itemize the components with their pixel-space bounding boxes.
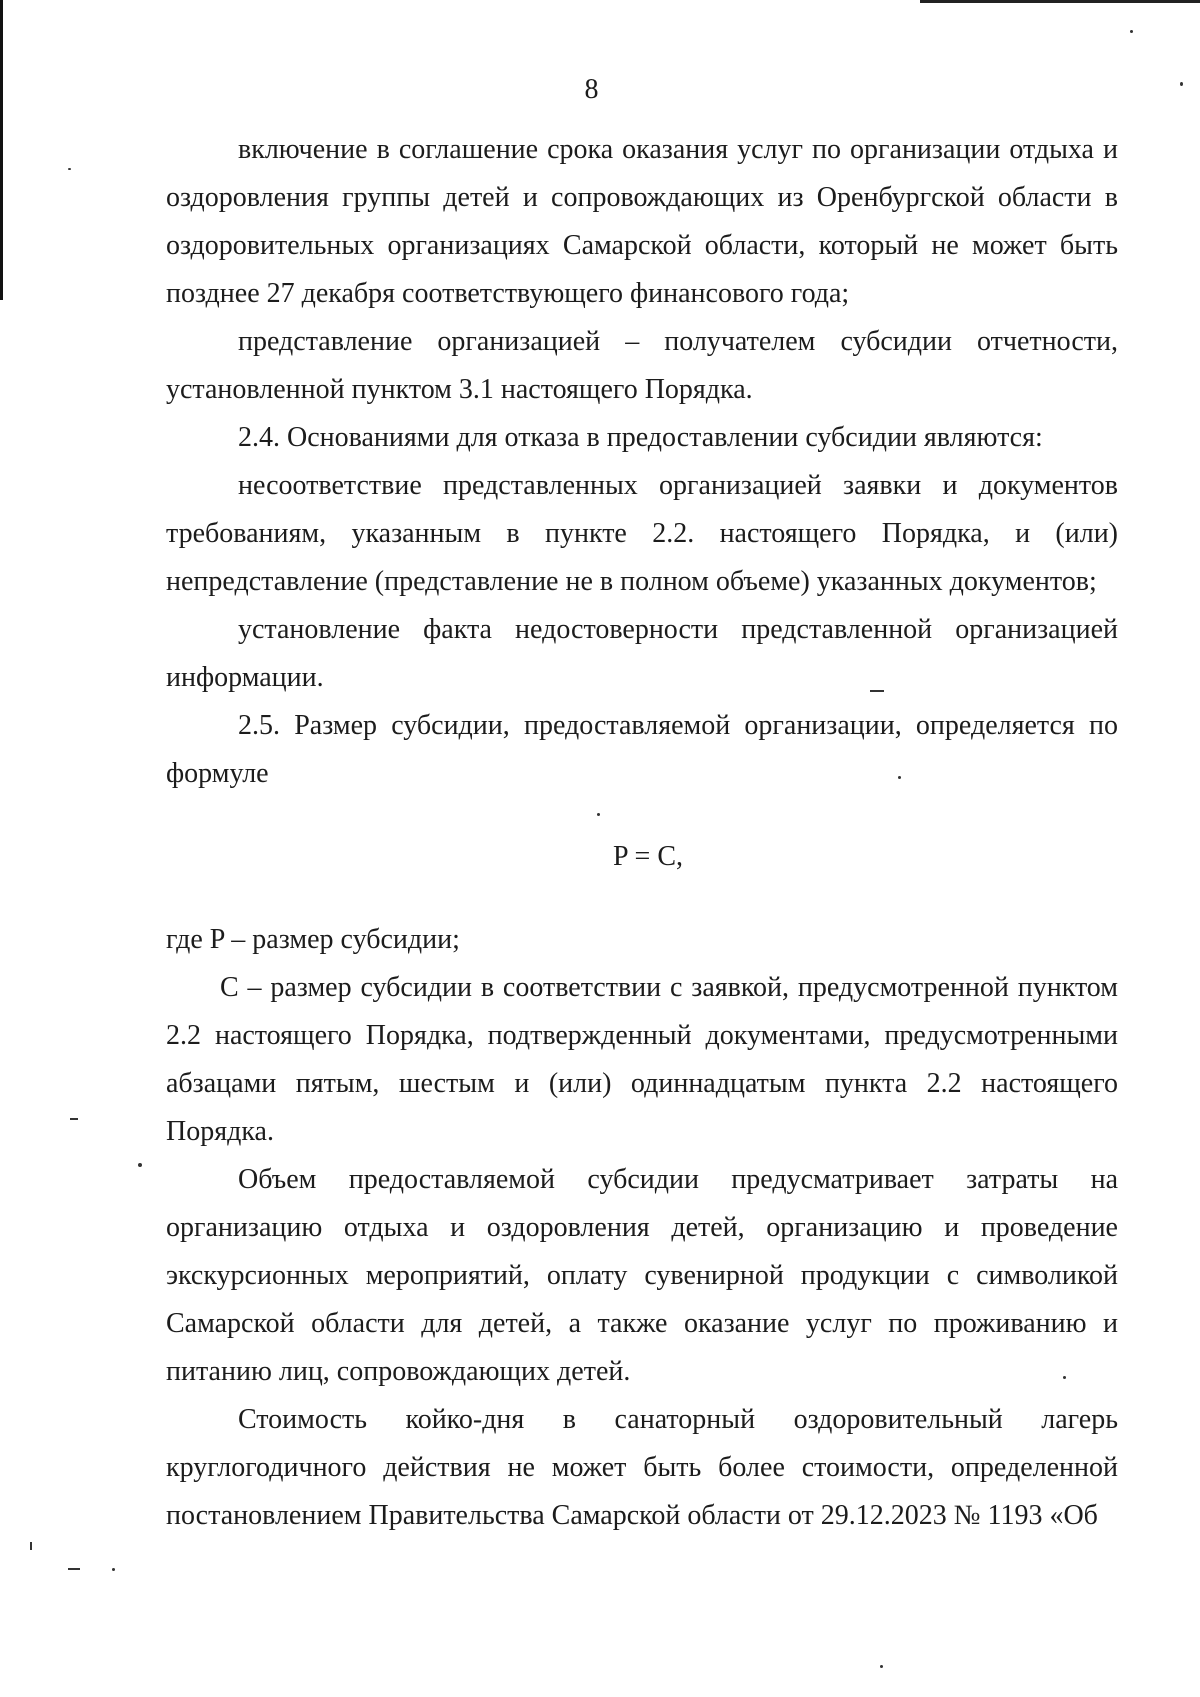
scan-speck [70,1118,78,1120]
formula: P = C, [613,841,683,872]
scan-speck [138,1163,142,1167]
scan-speck [30,1542,32,1550]
scan-speck [68,1568,80,1570]
page-number: 8 [584,74,599,105]
paragraph: Объем предоставляемой субсидии предусматривает затраты на организацию отдыха и оздоровления детей, организацию и проведение экскурсионных мероприятий, оплату сувенирной продукции с символикой Самарской области для детей, а также оказание услуг по проживанию и питанию лиц, сопровождающих детей. [166,1164,1118,1387]
paragraph: включение в соглашение срока оказания услуг по организации отдыха и оздоровления группы детей и сопровождающих из Оренбургской области в оздоровительных организациях Самарской области, который не может быть позднее 27 декабря соответствующего финансового года; [166,134,1118,309]
paragraph: 2.4. Основаниями для отказа в предоставлении субсидии являются: [238,422,1043,453]
scan-speck [68,168,71,170]
paragraph: Стоимость койко-дня в санаторный оздоровительный лагерь круглогодичного действия не может быть более стоимости, определенной постановлением Правительства Самарской области от 29.12.2023 № 1193 «Об [166,1404,1118,1531]
paragraph: 2.5. Размер субсидии, предоставляемой организации, определяется по формуле [166,710,1118,789]
scan-speck [880,1665,883,1668]
scan-edge-line [0,0,3,300]
scan-speck [1130,30,1133,33]
document-body [166,126,1118,1540]
paragraph: установление факта недостоверности представленной организацией информации. [166,614,1118,693]
formula-where-line: где P – размер субсидии; [166,924,460,955]
scan-top-rule [920,0,1200,3]
paragraph: несоответствие представленных организацией заявки и документов требованиям, указанным в пункте 2.2. настоящего Порядка, и (или) непредставление (представление не в полном объеме) указанных документов; [166,470,1118,597]
scan-speck [112,1568,115,1571]
paragraph: представление организацией – получателем субсидии отчетности, установленной пунктом 3.1 настоящего Порядка. [166,326,1118,405]
formula-where-line: C – размер субсидии в соответствии с заявкой, предусмотренной пунктом 2.2 настоящего Порядка, подтвержденный документами, предусмотренными абзацами пятым, шестым и (или) одиннадцатым пункта 2.2 настоящего Порядка. [166,972,1118,1147]
